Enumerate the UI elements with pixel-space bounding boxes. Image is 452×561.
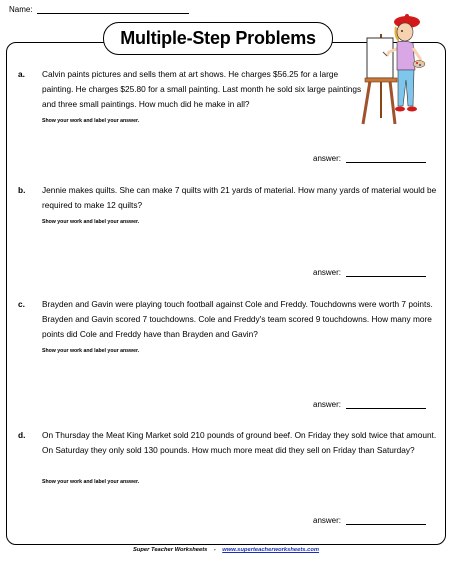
work-hint: Show your work and label your answer. — [42, 479, 140, 485]
name-row — [9, 5, 189, 14]
answer-label: answer: — [313, 400, 342, 409]
answer-c — [313, 400, 426, 409]
answer-label: answer: — [313, 154, 342, 163]
work-hint: Show your work and label your answer. — [42, 219, 140, 225]
answer-label: answer: — [313, 516, 342, 525]
problem-text: Jennie makes quilts. She can make 7 quilts with 21 yards of material. How many yards of material would be required to make 12 quilts? — [42, 185, 437, 210]
work-hint: Show your work and label your answer. — [42, 348, 140, 354]
painter-at-easel-icon — [355, 8, 427, 126]
work-hint: Show your work and label your answer. — [42, 118, 140, 124]
problem-letter: d. — [18, 430, 26, 440]
problem-text: On Thursday the Meat King Market sold 210 pounds of ground beef. On Friday they sold twice that amount. On Saturday they only sold 130 pounds. How much more meat did they sell on Friday than Saturday? — [42, 430, 437, 455]
answer-blank[interactable] — [346, 400, 426, 409]
problem-text: Calvin paints pictures and sells them at art shows. He charges $56.25 for a large painting. He charges $25.80 for a small painting. Last month he sold six large paintings and three small paintings. How much did he make in all? — [42, 69, 362, 109]
page-title: Multiple-Step Problems — [103, 22, 333, 55]
answer-blank[interactable] — [346, 154, 426, 163]
problem-letter: c. — [18, 299, 25, 309]
problem-letter: a. — [18, 69, 25, 79]
answer-b — [313, 268, 426, 277]
name-blank[interactable] — [37, 5, 189, 14]
name-label: Name: — [9, 5, 33, 14]
footer — [0, 547, 452, 553]
answer-blank[interactable] — [346, 516, 426, 525]
answer-label: answer: — [313, 268, 342, 277]
footer-brand: Super Teacher Worksheets — [132, 547, 208, 553]
answer-a — [313, 154, 426, 163]
problem-text: Brayden and Gavin were playing touch football against Cole and Freddy. Touchdowns were worth 7 points. Brayden and Gavin scored 7 touchdowns. Cole and Freddy's team scored 9 touchdowns. How many more points did Cole and Freddy have than Brayden and Gavin? — [42, 299, 433, 339]
footer-link[interactable]: www.superteacherworksheets.com — [222, 547, 320, 553]
problem-letter: b. — [18, 185, 26, 195]
answer-d — [313, 516, 426, 525]
answer-blank[interactable] — [346, 268, 426, 277]
footer-separator: - — [213, 547, 216, 553]
